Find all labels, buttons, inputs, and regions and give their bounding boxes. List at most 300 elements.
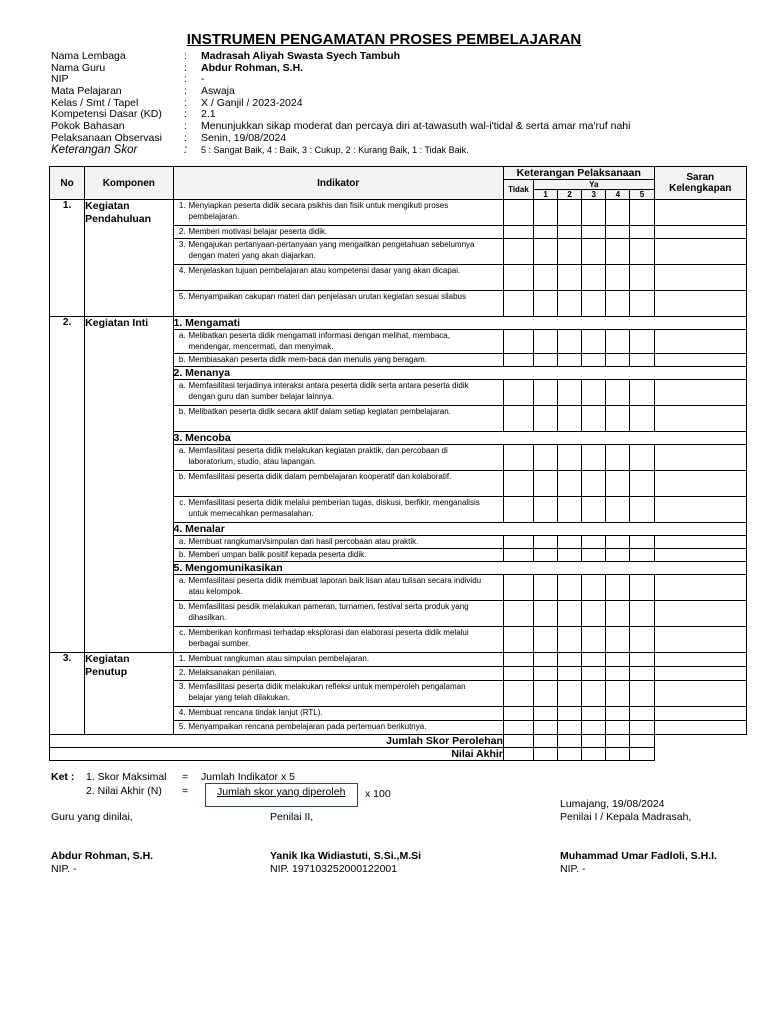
blank-cell [654,748,746,761]
score-cell[interactable] [558,354,582,367]
score-cell[interactable] [558,667,582,681]
score-cell[interactable] [582,380,606,406]
table-row [50,653,747,667]
saran-cell[interactable] [654,667,746,681]
indicator-number: 1. [178,201,186,210]
score-cell[interactable] [582,471,606,497]
indicator-text: Membuat rangkuman/simpulan dari hasil percobaan atau praktik. [188,537,419,546]
penilai1-label: Penilai I / Kepala Madrasah, [560,811,692,823]
subsection-title: 1. Mengamati [173,317,747,330]
indicator-number: 5. [178,292,186,301]
score-cell[interactable] [630,380,654,406]
indicator-cell [173,200,503,226]
subsection-title: 2. Menanya [173,367,747,380]
score-cell[interactable] [503,549,533,562]
score-cell[interactable] [582,354,606,367]
indicator-cell [173,497,503,523]
penilai1-name: Muhammad Umar Fadloli, S.H.I. [560,850,717,862]
penilai2-nip: NIP. 197103252000122001 [270,863,398,875]
score-cell[interactable] [558,707,582,721]
info-label: Kompetensi Dasar (KD) [51,108,162,121]
score-cell[interactable] [606,575,630,601]
score-cell[interactable] [558,265,582,291]
indicator-cell [173,575,503,601]
score-cell[interactable] [630,707,654,721]
saran-cell[interactable] [654,380,746,406]
score-cell[interactable] [503,265,533,291]
score-cell[interactable] [582,721,606,735]
score-cell[interactable] [630,549,654,562]
indicator-text: Membuat rangkuman atau simpulan pembelajaran. [188,654,370,663]
indicator-cell [173,721,503,735]
indicator-cell [173,627,503,653]
total-cell[interactable] [503,735,533,748]
score-cell[interactable] [558,601,582,627]
saran-cell[interactable] [654,200,746,226]
score-cell[interactable] [582,575,606,601]
info-colon: : [184,96,187,109]
score-cell[interactable] [630,667,654,681]
indicator-cell [173,536,503,549]
score-cell[interactable] [503,471,533,497]
total-cell[interactable] [606,748,630,761]
info-label: Pokok Bahasan [51,120,125,133]
info-colon: : [184,50,187,62]
score-cell[interactable] [606,265,630,291]
total-cell[interactable] [630,735,654,748]
score-cell[interactable] [582,330,606,354]
indicator-cell [173,354,503,367]
score-cell[interactable] [558,575,582,601]
score-cell[interactable] [606,354,630,367]
score-cell[interactable] [534,497,558,523]
info-value: 2.1 [201,108,216,121]
score-cell[interactable] [534,445,558,471]
ket-skor-maksimal-formula: Jumlah Indikator x 5 [201,771,295,783]
score-cell[interactable] [558,380,582,406]
score-cell[interactable] [582,445,606,471]
score-cell[interactable] [503,497,533,523]
indicator-text: Memfasilitasi pesdik melakukan pameran, turnamen, festival serta produk yang dihasilkan. [188,602,469,622]
indicator-text: Melibatkan peserta didik mengamati informasi dengan melihat, membaca, mendengar, mencermati, dan menyimak. [188,331,450,351]
score-cell[interactable] [534,536,558,549]
indicator-number: b. [178,602,186,611]
score-cell[interactable] [503,667,533,681]
total-cell[interactable] [503,748,533,761]
score-cell[interactable] [558,239,582,265]
score-cell[interactable] [606,549,630,562]
indicator-text: Memberikan konfirmasi terhadap eksplorasi dan elaborasi peserta didik melalui berbagai sumber. [188,628,469,648]
score-cell[interactable] [534,380,558,406]
score-cell[interactable] [606,291,630,317]
indicator-cell [173,265,503,291]
score-cell[interactable] [558,721,582,735]
info-colon: : [184,73,187,86]
score-cell[interactable] [558,330,582,354]
indicator-cell [173,707,503,721]
score-cell[interactable] [534,721,558,735]
saran-cell[interactable] [654,536,746,549]
score-cell[interactable] [503,330,533,354]
score-cell[interactable] [558,549,582,562]
score-cell[interactable] [630,406,654,432]
indicator-number: 3. [178,682,186,691]
indicator-cell [173,601,503,627]
score-cell[interactable] [503,226,533,239]
score-cell[interactable] [606,627,630,653]
info-value: Menunjukkan sikap moderat dan percaya diri at-tawasuth wal-i'tidal & serta amar ma'ruf nahi [201,120,631,133]
info-value: Senin, 19/08/2024 [201,131,287,144]
info-value: X / Ganjil / 2023-2024 [201,96,303,109]
score-cell[interactable] [606,380,630,406]
score-cell[interactable] [534,575,558,601]
ket-skor-maksimal: 1. Skor Maksimal [86,771,167,783]
score-cell[interactable] [503,653,533,667]
score-cell[interactable] [582,707,606,721]
score-cell[interactable] [582,200,606,226]
score-cell[interactable] [606,445,630,471]
header-score-5: 5 [630,190,654,200]
header-score-2: 2 [558,190,582,200]
indicator-cell [173,291,503,317]
saran-cell[interactable] [654,575,746,601]
score-cell[interactable] [606,406,630,432]
score-cell[interactable] [534,200,558,226]
score-cell[interactable] [558,471,582,497]
indicator-cell [173,471,503,497]
penilai1-nip: NIP. - [560,863,586,875]
info-label: Mata Pelajaran [51,85,122,98]
indicator-number: b. [178,407,186,416]
score-cell[interactable] [606,536,630,549]
score-cell[interactable] [503,575,533,601]
score-cell[interactable] [558,627,582,653]
indicator-text: Mengajukan pertanyaan-pertanyaan yang mengaitkan pengetahuan sebelumnya dengan materi yang akan diajarkan. [188,240,475,260]
score-cell[interactable] [630,471,654,497]
indicator-cell [173,667,503,681]
score-cell[interactable] [606,667,630,681]
score-cell[interactable] [558,536,582,549]
score-cell[interactable] [534,549,558,562]
saran-cell[interactable] [654,445,746,471]
score-cell[interactable] [534,354,558,367]
info-label: Keterangan Skor [51,143,138,156]
score-cell[interactable] [630,239,654,265]
score-cell[interactable] [606,681,630,707]
score-cell[interactable] [630,721,654,735]
section-number: 3. [50,653,85,735]
score-cell[interactable] [503,536,533,549]
score-cell[interactable] [534,627,558,653]
score-cell[interactable] [606,226,630,239]
score-cell[interactable] [630,354,654,367]
ket-nilai-akhir-multiplier: x 100 [365,788,391,800]
indicator-text: Memberi umpan balik positif kepada peserta didik. [188,550,367,559]
total-cell[interactable] [582,748,606,761]
indicator-number: 1. [178,654,186,663]
score-cell[interactable] [582,601,606,627]
info-colon: : [184,131,187,144]
ket-eq-1: = [182,771,189,783]
score-cell[interactable] [558,226,582,239]
score-cell[interactable] [534,667,558,681]
score-cell[interactable] [503,239,533,265]
header-saran: Saran Kelengkapan [654,167,746,200]
score-cell[interactable] [534,226,558,239]
indicator-text: Memfasilitasi peserta didik dalam pembelajaran kooperatif dan kolaboratif. [188,472,452,481]
score-cell[interactable] [630,575,654,601]
indicator-number: a. [178,537,186,546]
indicator-text: Membiasakan peserta didik mem-baca dan menulis yang beragam. [188,355,427,364]
total-cell[interactable] [582,735,606,748]
score-cell[interactable] [503,354,533,367]
info-colon: : [184,85,187,98]
subsection-title: 4. Menalar [173,523,747,536]
indicator-text: Memfasilitasi peserta didik membuat laporan baik lisan atau tulisan secara individu atau kelompok. [188,576,482,596]
score-cell[interactable] [630,291,654,317]
score-cell[interactable] [630,681,654,707]
ket-eq-2: = [182,785,189,797]
header-tidak: Tidak [503,180,533,200]
score-cell[interactable] [534,330,558,354]
indicator-text: Memfasilitasi peserta didik melalui pemberian tugas, diskusi, berfikir, menganalisis untuk memecahkan permasalahan. [188,498,480,518]
score-cell[interactable] [630,536,654,549]
indicator-cell [173,653,503,667]
score-cell[interactable] [558,497,582,523]
score-cell[interactable] [582,653,606,667]
header-ya: Ya [534,180,655,190]
score-cell[interactable] [503,291,533,317]
subsection-title: 3. Mencoba [173,432,747,445]
observation-table [49,166,747,761]
indicator-number: a. [178,331,186,340]
signature-date: Lumajang, 19/08/2024 [560,798,665,810]
header-score-4: 4 [606,190,630,200]
guru-label: Guru yang dinilai, [51,811,133,823]
info-value: Abdur Rohman, S.H. [201,61,304,74]
score-cell[interactable] [630,330,654,354]
total-cell[interactable] [534,735,558,748]
saran-cell[interactable] [654,330,746,354]
saran-cell[interactable] [654,721,746,735]
total-cell[interactable] [606,735,630,748]
indicator-text: Menyampaikan cakupan materi dan penjelasan urutan kegiatan sesuai silabus [188,292,467,301]
score-cell[interactable] [630,497,654,523]
indicator-cell [173,406,503,432]
score-cell[interactable] [582,681,606,707]
saran-cell[interactable] [654,601,746,627]
score-cell[interactable] [534,653,558,667]
nilai-akhir-row-label: Nilai Akhir [50,748,504,761]
indicator-number: c. [179,498,186,507]
blank-cell [654,735,746,748]
score-cell[interactable] [558,681,582,707]
info-label: Pelaksanaan Observasi [51,131,162,144]
score-cell[interactable] [606,721,630,735]
info-value: 5 : Sangat Baik, 4 : Baik, 3 : Cukup, 2 : Kurang Baik, 1 : Tidak Baik. [201,144,469,155]
score-cell[interactable] [582,549,606,562]
total-cell[interactable] [558,748,582,761]
score-cell[interactable] [582,291,606,317]
saran-cell[interactable] [654,653,746,667]
score-cell[interactable] [606,239,630,265]
score-cell[interactable] [534,291,558,317]
indicator-text: Memfasilitasi terjadinya interaksi antara peserta didik serta antara peserta didik dengan guru dan sumber belajar lainnya. [188,381,469,401]
nilai-akhir-row [50,748,747,761]
saran-cell[interactable] [654,497,746,523]
score-cell[interactable] [558,291,582,317]
saran-cell[interactable] [654,681,746,707]
saran-cell[interactable] [654,549,746,562]
score-cell[interactable] [534,601,558,627]
header-score-1: 1 [534,190,558,200]
saran-cell[interactable] [654,406,746,432]
guru-nip: NIP. - [51,863,77,875]
score-cell[interactable] [606,601,630,627]
score-cell[interactable] [606,653,630,667]
score-cell[interactable] [534,681,558,707]
indicator-text: Menyampaikan rencana pembelajaran pada pertemuan berikutnya. [188,722,427,731]
indicator-text: Melibatkan peserta didik secara aktif dalam setiap kegiatan pembelajaran. [188,407,451,416]
indicator-text: Menyiapkan peserta didik secara psikhis dan fisik untuk mengikuti proses pembelajaran. [188,201,449,221]
saran-cell[interactable] [654,707,746,721]
indicator-text: Memberi motivasi belajar peserta didik. [188,227,328,236]
indicator-cell [173,549,503,562]
score-cell[interactable] [503,406,533,432]
section-komponen: Kegiatan Penutup [85,653,173,735]
score-cell[interactable] [582,627,606,653]
score-cell[interactable] [534,239,558,265]
score-cell[interactable] [503,380,533,406]
saran-cell[interactable] [654,471,746,497]
saran-cell[interactable] [654,226,746,239]
total-cell[interactable] [534,748,558,761]
score-cell[interactable] [503,681,533,707]
indicator-number: a. [178,381,186,390]
score-cell[interactable] [630,226,654,239]
score-cell[interactable] [630,601,654,627]
info-colon: : [184,120,187,133]
header-no: No [50,167,85,200]
header-keterangan: Keterangan Pelaksanaan [503,167,654,180]
score-cell[interactable] [582,667,606,681]
jumlah-skor-row-label: Jumlah Skor Perolehan [50,735,504,748]
indicator-number: 2. [178,227,186,236]
indicator-cell [173,445,503,471]
score-cell[interactable] [558,406,582,432]
score-cell[interactable] [630,265,654,291]
score-cell[interactable] [606,707,630,721]
info-colon: : [184,143,188,156]
score-cell[interactable] [503,200,533,226]
penilai2-name: Yanik Ika Widiastuti, S.Si.,M.Si [270,850,422,862]
indicator-number: 3. [178,240,186,249]
info-value: - [201,73,205,86]
score-cell[interactable] [606,497,630,523]
saran-cell[interactable] [654,265,746,291]
section-komponen: Kegiatan Pendahuluan [85,200,173,317]
header-score-3: 3 [582,190,606,200]
score-cell[interactable] [606,471,630,497]
section-komponen: Kegiatan Inti [85,317,173,653]
section-number: 1. [50,200,85,317]
score-cell[interactable] [503,601,533,627]
info-value: Aswaja [201,85,235,98]
total-cell[interactable] [558,735,582,748]
indicator-number: 2. [178,668,186,677]
indicator-text: Memfasilitasi peserta didik melakukan kegiatan praktik, dan percobaan di laboratorium, studio, atau lapangan. [188,446,448,466]
score-cell[interactable] [630,445,654,471]
info-label: Nama Guru [51,61,106,74]
indicator-number: 5. [178,722,186,731]
saran-cell[interactable] [654,291,746,317]
page-title: INSTRUMEN PENGAMATAN PROSES PEMBELAJARAN [186,31,582,48]
section-number: 2. [50,317,85,653]
info-label: Kelas / Smt / Tapel [51,96,139,109]
score-cell[interactable] [582,226,606,239]
indicator-number: b. [178,472,186,481]
subsection-title: 5. Mengomunikasikan [173,562,747,575]
score-cell[interactable] [503,445,533,471]
score-cell[interactable] [534,406,558,432]
indicator-cell [173,239,503,265]
score-cell[interactable] [558,200,582,226]
score-cell[interactable] [630,653,654,667]
score-cell[interactable] [534,471,558,497]
score-cell[interactable] [503,707,533,721]
score-cell[interactable] [582,239,606,265]
score-cell[interactable] [582,406,606,432]
score-cell[interactable] [558,653,582,667]
score-cell[interactable] [503,721,533,735]
score-cell[interactable] [606,200,630,226]
table-row [50,200,747,226]
score-cell[interactable] [630,627,654,653]
indicator-text: Melaksanakan penilaian. [188,668,277,677]
info-label: Nama Lembaga [51,50,126,62]
saran-cell[interactable] [654,239,746,265]
saran-cell[interactable] [654,354,746,367]
jumlah-skor-row [50,735,747,748]
score-cell[interactable] [503,627,533,653]
subsection-row [50,317,747,330]
score-cell[interactable] [534,707,558,721]
indicator-text: Memfasilitasi peserta didik melakukan refleksi untuk memperoleh pengalaman belajar yang telah dilakukan. [188,682,466,702]
indicator-cell [173,380,503,406]
indicator-number: a. [178,446,186,455]
indicator-text: Membuat rencana tindak lanjut (RTL). [188,708,323,717]
score-cell[interactable] [582,497,606,523]
score-cell[interactable] [630,200,654,226]
indicator-cell [173,330,503,354]
guru-name: Abdur Rohman, S.H. [51,850,154,862]
indicator-text: Menjelaskan tujuan pembelajaran atau kompetensi dasar yang akan dicapai. [188,266,461,275]
score-cell[interactable] [534,265,558,291]
score-cell[interactable] [606,330,630,354]
info-colon: : [184,61,187,74]
score-cell[interactable] [558,445,582,471]
info-colon: : [184,108,187,121]
header-indikator: Indikator [173,167,503,200]
info-label: NIP [51,73,69,86]
ket-nilai-akhir: 2. Nilai Akhir (N) [86,785,162,797]
indicator-number: b. [178,355,186,364]
score-cell[interactable] [582,265,606,291]
indicator-cell [173,681,503,707]
saran-cell[interactable] [654,627,746,653]
total-cell[interactable] [630,748,654,761]
score-cell[interactable] [582,536,606,549]
